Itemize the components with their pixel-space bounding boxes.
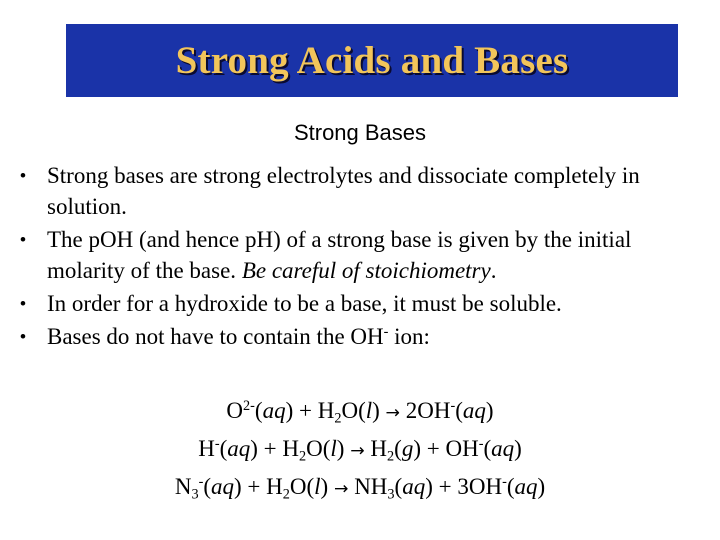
eq-charge: -: [478, 436, 484, 453]
eq-charge: -: [214, 436, 220, 453]
eq-term: (: [254, 398, 263, 423]
eq-subscript: 2: [387, 448, 395, 465]
bullet-text: The pOH (and hence pH) of a strong base is given by the initial molarity of the base.: [47, 227, 632, 283]
eq-term: ) + OH: [413, 436, 479, 461]
eq-term: ) + H: [250, 436, 299, 461]
eq-term: H: [364, 436, 388, 461]
slide-title: Strong Acids and Bases: [175, 39, 569, 82]
eq-term: O(: [306, 436, 331, 461]
equation-hydrolysis-hydride: [0, 431, 720, 469]
eq-term: ): [537, 474, 546, 499]
eq-term: (: [455, 398, 463, 423]
eq-state: l: [365, 398, 373, 423]
bullet-text-end: ion:: [388, 324, 430, 349]
bullet-marker: •: [20, 327, 26, 346]
bullet-text-end: .: [490, 258, 497, 283]
bullet-item: [20, 288, 700, 319]
eq-charge: 2-: [243, 398, 255, 415]
eq-term: (: [203, 474, 211, 499]
eq-term: ) + 3OH: [425, 474, 503, 499]
eq-term: O(: [341, 398, 366, 423]
eq-charge: -: [502, 474, 507, 491]
eq-state: aq: [462, 398, 486, 423]
eq-state: aq: [211, 474, 234, 499]
bullet-item: [20, 160, 700, 222]
eq-term: NH: [348, 474, 388, 499]
eq-state: l: [330, 436, 337, 461]
eq-term: ): [320, 474, 334, 499]
bullet-text: Bases do not have to contain the OH: [47, 324, 384, 349]
equations: [0, 393, 720, 507]
eq-charge: -: [198, 474, 204, 491]
bullet-text: Strong bases are strong electrolytes and dissociate completely in solution.: [47, 163, 640, 219]
bullet-emphasis: Be careful of stoichiometry: [241, 258, 491, 283]
eq-term: O(: [289, 474, 315, 499]
title-bar: [66, 24, 678, 97]
eq-term: ) + H: [285, 398, 335, 423]
eq-state: aq: [227, 436, 251, 461]
eq-term: ): [485, 398, 494, 423]
eq-charge: -: [450, 398, 456, 415]
eq-term: ) + H: [234, 474, 283, 499]
eq-state: aq: [262, 398, 286, 423]
bullet-text: In order for a hydroxide to be a base, it must be soluble.: [47, 291, 562, 316]
eq-subscript: 3: [387, 486, 395, 503]
bullet-item: [20, 224, 700, 286]
eq-state: l: [314, 474, 321, 499]
eq-state: aq: [402, 474, 426, 499]
bullet-list: [20, 160, 700, 354]
eq-subscript: 2: [334, 410, 342, 427]
equation-hydrolysis-nitride: [0, 469, 720, 507]
eq-state: aq: [491, 436, 515, 461]
bullet-item: [20, 321, 700, 352]
eq-term: O: [226, 398, 244, 423]
reaction-arrow-icon: →: [333, 479, 349, 499]
subheading: Strong Bases: [293, 120, 427, 145]
eq-state: g: [401, 436, 414, 461]
reaction-arrow-icon: →: [385, 403, 401, 423]
bullet-marker: •: [20, 230, 26, 249]
bullet-marker: •: [20, 294, 26, 313]
eq-state: aq: [514, 474, 538, 499]
eq-term: (: [394, 436, 402, 461]
eq-term: ): [372, 398, 386, 423]
eq-term: (: [219, 436, 228, 461]
eq-term: ): [514, 436, 522, 461]
eq-term: (: [506, 474, 515, 499]
eq-term: H: [198, 436, 215, 461]
bullet-superscript: -: [383, 324, 389, 341]
eq-term: (: [483, 436, 492, 461]
eq-term: ): [336, 436, 351, 461]
eq-term: N: [174, 474, 192, 499]
equation-hydrolysis-oxide: [0, 393, 720, 431]
eq-subscript: 2: [298, 448, 307, 465]
eq-subscript: 3: [191, 486, 199, 503]
eq-subscript: 2: [282, 486, 290, 503]
eq-term: 2OH: [400, 398, 451, 423]
eq-term: (: [394, 474, 403, 499]
reaction-arrow-icon: →: [350, 441, 365, 461]
bullet-marker: •: [20, 166, 26, 185]
